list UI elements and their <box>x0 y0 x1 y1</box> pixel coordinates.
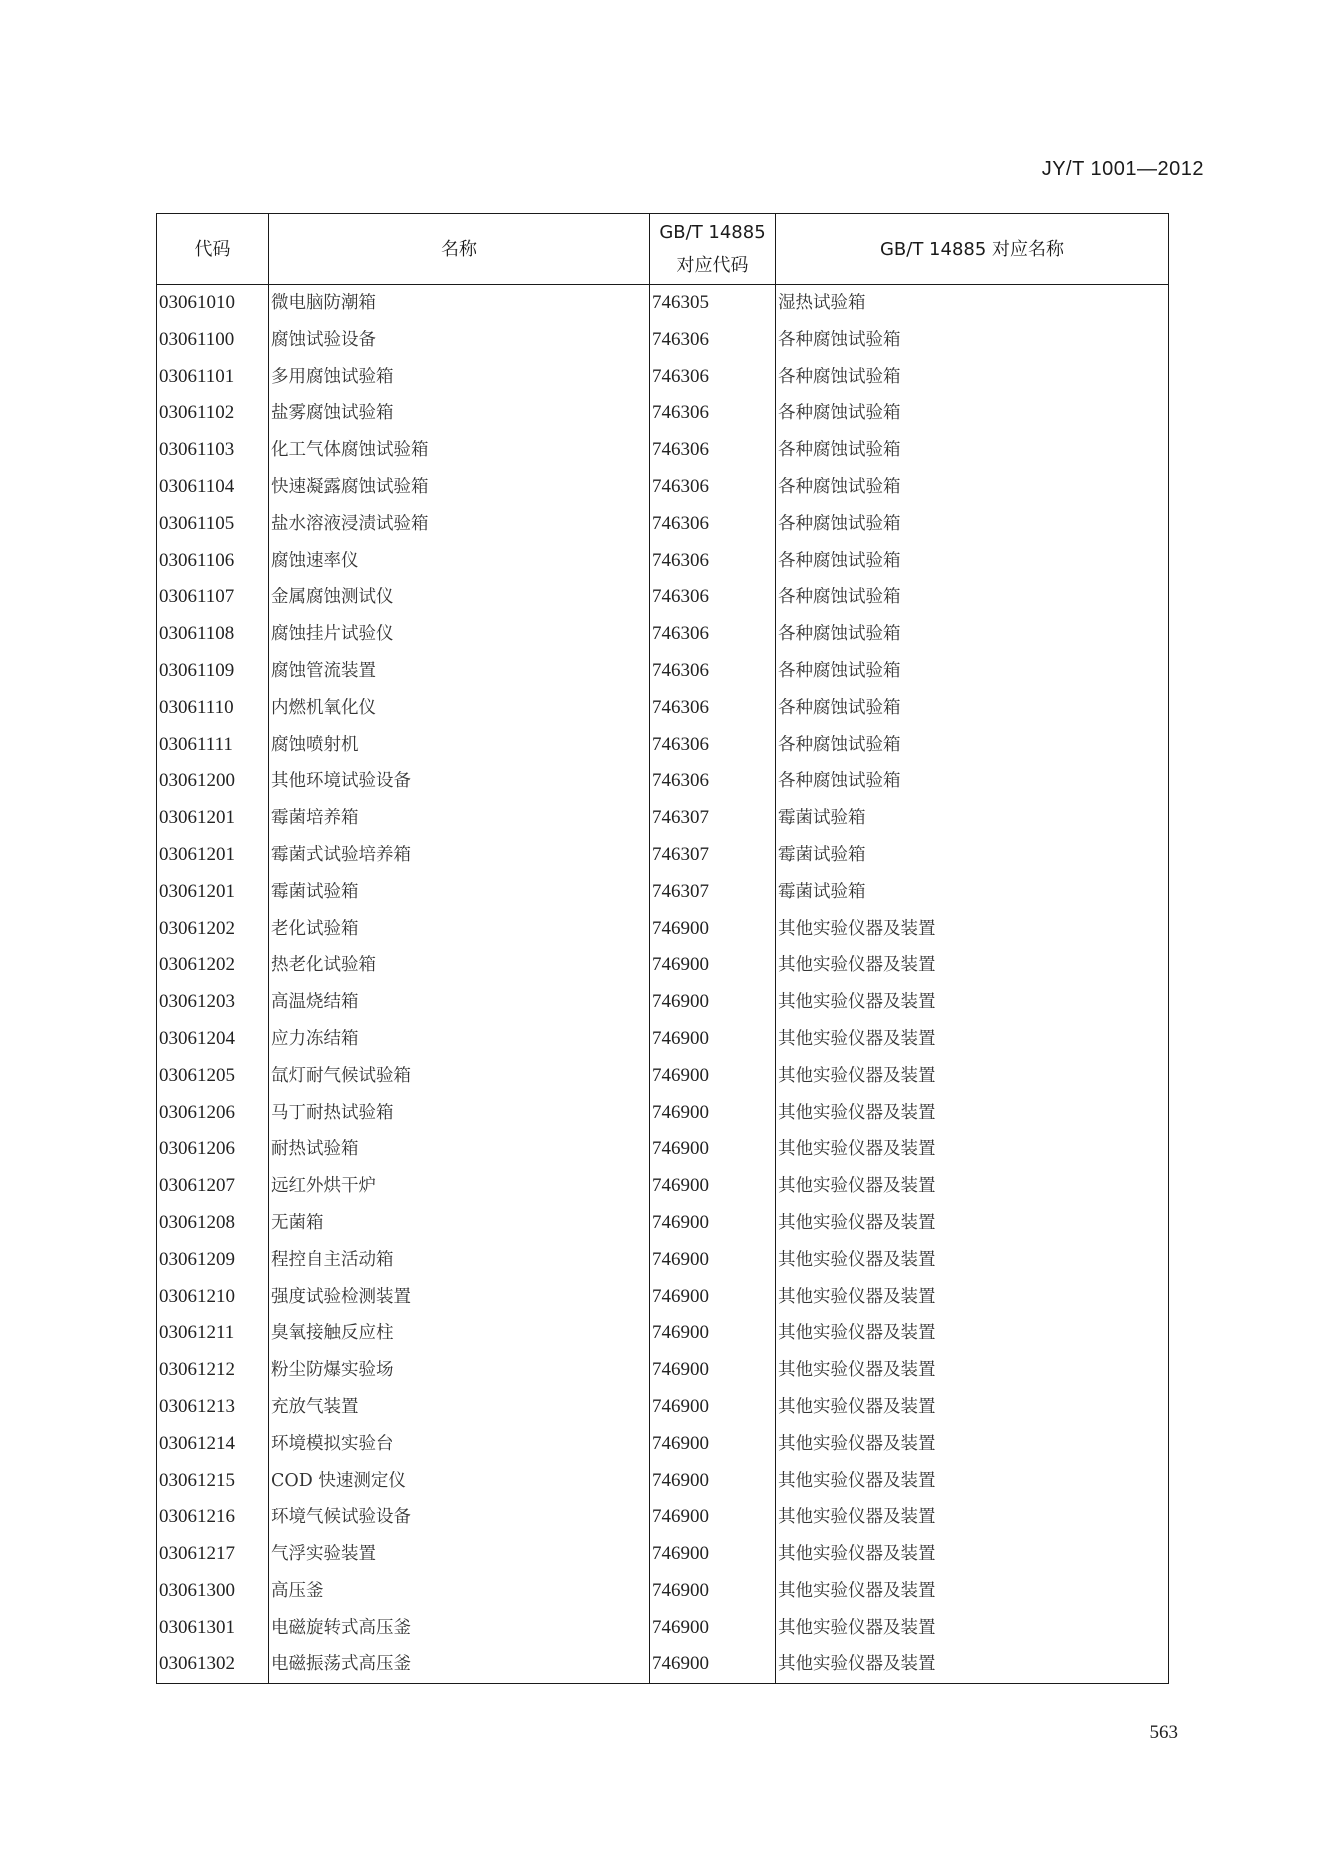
table-row <box>157 469 1169 506</box>
table-row <box>157 616 1169 653</box>
column-header-gb-code-line1: GB/T 14885 <box>659 222 766 243</box>
table-row <box>157 506 1169 543</box>
table-row <box>157 911 1169 948</box>
cell-gb-code: 746900 <box>650 1058 776 1095</box>
cell-gb-code: 746306 <box>650 469 776 506</box>
cell-gb-code: 746900 <box>650 1242 776 1279</box>
cell-gb-name: 各种腐蚀试验箱 <box>776 322 1169 359</box>
cell-gb-code: 746306 <box>650 616 776 653</box>
table-row <box>157 1021 1169 1058</box>
cell-code: 03061100 <box>157 322 269 359</box>
cell-gb-code: 746306 <box>650 727 776 764</box>
cell-gb-code: 746306 <box>650 322 776 359</box>
cell-name: 盐雾腐蚀试验箱 <box>269 395 650 432</box>
cell-code: 03061302 <box>157 1646 269 1683</box>
cell-gb-code: 746900 <box>650 1131 776 1168</box>
cell-gb-code: 746900 <box>650 1499 776 1536</box>
table-row <box>157 395 1169 432</box>
cell-name: 电磁振荡式高压釜 <box>269 1646 650 1683</box>
cell-gb-name: 其他实验仪器及装置 <box>776 1426 1169 1463</box>
cell-code: 03061216 <box>157 1499 269 1536</box>
table-row <box>157 1315 1169 1352</box>
cell-code: 03061209 <box>157 1242 269 1279</box>
cell-code: 03061208 <box>157 1205 269 1242</box>
table-row <box>157 1499 1169 1536</box>
cell-gb-code: 746306 <box>650 506 776 543</box>
cell-gb-name: 其他实验仪器及装置 <box>776 1389 1169 1426</box>
cell-code: 03061301 <box>157 1610 269 1647</box>
table-row <box>157 1352 1169 1389</box>
cell-name: 粉尘防爆实验场 <box>269 1352 650 1389</box>
cell-gb-name: 其他实验仪器及装置 <box>776 1536 1169 1573</box>
cell-code: 03061202 <box>157 911 269 948</box>
cell-code: 03061101 <box>157 359 269 396</box>
cell-gb-name: 各种腐蚀试验箱 <box>776 506 1169 543</box>
table-row <box>157 1426 1169 1463</box>
table-row <box>157 1279 1169 1316</box>
cell-code: 03061215 <box>157 1463 269 1500</box>
table-row <box>157 543 1169 580</box>
cell-gb-name: 各种腐蚀试验箱 <box>776 432 1169 469</box>
column-header-gb-name: GB/T 14885 对应名称 <box>776 214 1169 285</box>
cell-gb-code: 746900 <box>650 984 776 1021</box>
cell-name: 气浮实验装置 <box>269 1536 650 1573</box>
cell-gb-name: 其他实验仪器及装置 <box>776 947 1169 984</box>
cell-name: 氙灯耐气候试验箱 <box>269 1058 650 1095</box>
cell-name: 盐水溶液浸渍试验箱 <box>269 506 650 543</box>
cell-gb-code: 746307 <box>650 874 776 911</box>
cell-name: 马丁耐热试验箱 <box>269 1095 650 1132</box>
table-row <box>157 1536 1169 1573</box>
cell-gb-name: 霉菌试验箱 <box>776 874 1169 911</box>
cell-gb-name: 其他实验仪器及装置 <box>776 1315 1169 1352</box>
table-row <box>157 1058 1169 1095</box>
cell-code: 03061204 <box>157 1021 269 1058</box>
table-row <box>157 1646 1169 1683</box>
cell-gb-code: 746900 <box>650 1389 776 1426</box>
column-header-name: 名称 <box>269 214 650 285</box>
cell-code: 03061207 <box>157 1168 269 1205</box>
table-row <box>157 432 1169 469</box>
cell-gb-code: 746900 <box>650 947 776 984</box>
cell-gb-name: 各种腐蚀试验箱 <box>776 543 1169 580</box>
cell-gb-code: 746900 <box>650 1463 776 1500</box>
cell-name: 强度试验检测装置 <box>269 1279 650 1316</box>
cell-code: 03061200 <box>157 763 269 800</box>
table-row <box>157 1389 1169 1426</box>
cell-code: 03061210 <box>157 1279 269 1316</box>
table-row <box>157 1131 1169 1168</box>
cell-gb-name: 湿热试验箱 <box>776 285 1169 322</box>
cell-gb-code: 746305 <box>650 285 776 322</box>
table-row <box>157 727 1169 764</box>
cell-name: 腐蚀喷射机 <box>269 727 650 764</box>
cell-code: 03061203 <box>157 984 269 1021</box>
column-header-gb-code <box>650 214 776 285</box>
cell-gb-name: 其他实验仪器及装置 <box>776 1242 1169 1279</box>
cell-gb-name: 其他实验仪器及装置 <box>776 1058 1169 1095</box>
cell-gb-code: 746900 <box>650 1315 776 1352</box>
cell-code: 03061109 <box>157 653 269 690</box>
cell-gb-code: 746306 <box>650 395 776 432</box>
cell-gb-name: 其他实验仪器及装置 <box>776 1279 1169 1316</box>
table-row <box>157 1573 1169 1610</box>
cell-code: 03061104 <box>157 469 269 506</box>
cell-gb-name: 各种腐蚀试验箱 <box>776 763 1169 800</box>
cell-name: 微电脑防潮箱 <box>269 285 650 322</box>
cell-code: 03061105 <box>157 506 269 543</box>
cell-code: 03061214 <box>157 1426 269 1463</box>
cell-gb-name: 各种腐蚀试验箱 <box>776 690 1169 727</box>
cell-gb-code: 746306 <box>650 579 776 616</box>
cell-gb-code: 746900 <box>650 1095 776 1132</box>
table-row <box>157 874 1169 911</box>
table-row <box>157 285 1169 322</box>
cell-gb-code: 746900 <box>650 1573 776 1610</box>
column-header-gb-code-line2: 对应代码 <box>676 255 749 276</box>
cell-gb-code: 746900 <box>650 1352 776 1389</box>
table-row <box>157 984 1169 1021</box>
cell-name: 内燃机氧化仪 <box>269 690 650 727</box>
cell-gb-code: 746900 <box>650 1610 776 1647</box>
cell-gb-name: 其他实验仪器及装置 <box>776 1095 1169 1132</box>
cell-name: 臭氧接触反应柱 <box>269 1315 650 1352</box>
cell-name: 腐蚀管流装置 <box>269 653 650 690</box>
cell-code: 03061300 <box>157 1573 269 1610</box>
cell-name: 霉菌培养箱 <box>269 800 650 837</box>
table-row <box>157 837 1169 874</box>
cell-gb-name: 其他实验仪器及装置 <box>776 1610 1169 1647</box>
code-mapping-table <box>156 213 1169 1684</box>
cell-gb-name: 其他实验仪器及装置 <box>776 1205 1169 1242</box>
cell-code: 03061201 <box>157 874 269 911</box>
cell-gb-name: 各种腐蚀试验箱 <box>776 395 1169 432</box>
cell-gb-code: 746900 <box>650 1205 776 1242</box>
cell-name: 程控自主活动箱 <box>269 1242 650 1279</box>
cell-gb-code: 746306 <box>650 653 776 690</box>
cell-name: 老化试验箱 <box>269 911 650 948</box>
cell-code: 03061202 <box>157 947 269 984</box>
page-number: 563 <box>1149 1722 1178 1743</box>
cell-gb-name: 其他实验仪器及装置 <box>776 1499 1169 1536</box>
cell-gb-name: 其他实验仪器及装置 <box>776 984 1169 1021</box>
cell-gb-name: 其他实验仪器及装置 <box>776 911 1169 948</box>
table-row <box>157 763 1169 800</box>
cell-gb-code: 746900 <box>650 911 776 948</box>
table-row <box>157 1205 1169 1242</box>
cell-name: 电磁旋转式高压釜 <box>269 1610 650 1647</box>
cell-name: 高温烧结箱 <box>269 984 650 1021</box>
table-row <box>157 690 1169 727</box>
cell-gb-name: 各种腐蚀试验箱 <box>776 653 1169 690</box>
table-row <box>157 1095 1169 1132</box>
cell-code: 03061211 <box>157 1315 269 1352</box>
cell-code: 03061111 <box>157 727 269 764</box>
cell-name: 霉菌试验箱 <box>269 874 650 911</box>
cell-name: COD 快速测定仪 <box>269 1463 650 1500</box>
cell-name: 霉菌式试验培养箱 <box>269 837 650 874</box>
cell-code: 03061108 <box>157 616 269 653</box>
cell-code: 03061213 <box>157 1389 269 1426</box>
cell-gb-name: 霉菌试验箱 <box>776 837 1169 874</box>
cell-code: 03061217 <box>157 1536 269 1573</box>
cell-gb-code: 746900 <box>650 1536 776 1573</box>
cell-code: 03061206 <box>157 1095 269 1132</box>
cell-gb-code: 746900 <box>650 1646 776 1683</box>
cell-code: 03061201 <box>157 837 269 874</box>
cell-name: 金属腐蚀测试仪 <box>269 579 650 616</box>
cell-gb-code: 746306 <box>650 543 776 580</box>
table-row <box>157 947 1169 984</box>
cell-gb-name: 其他实验仪器及装置 <box>776 1168 1169 1205</box>
table-body <box>157 285 1169 1684</box>
cell-code: 03061102 <box>157 395 269 432</box>
cell-code: 03061010 <box>157 285 269 322</box>
cell-gb-name: 其他实验仪器及装置 <box>776 1646 1169 1683</box>
cell-code: 03061107 <box>157 579 269 616</box>
cell-gb-name: 其他实验仪器及装置 <box>776 1573 1169 1610</box>
cell-name: 远红外烘干炉 <box>269 1168 650 1205</box>
table-row <box>157 359 1169 396</box>
cell-name: 高压釜 <box>269 1573 650 1610</box>
cell-gb-code: 746307 <box>650 800 776 837</box>
cell-name: 充放气装置 <box>269 1389 650 1426</box>
cell-gb-name: 其他实验仪器及装置 <box>776 1131 1169 1168</box>
cell-gb-name: 霉菌试验箱 <box>776 800 1169 837</box>
cell-name: 多用腐蚀试验箱 <box>269 359 650 396</box>
cell-code: 03061212 <box>157 1352 269 1389</box>
cell-code: 03061205 <box>157 1058 269 1095</box>
table-row <box>157 1168 1169 1205</box>
cell-gb-name: 各种腐蚀试验箱 <box>776 579 1169 616</box>
cell-gb-code: 746900 <box>650 1279 776 1316</box>
cell-name: 腐蚀挂片试验仪 <box>269 616 650 653</box>
cell-gb-name: 其他实验仪器及装置 <box>776 1352 1169 1389</box>
table-header-row <box>157 214 1169 285</box>
table-row <box>157 800 1169 837</box>
table-row <box>157 1610 1169 1647</box>
cell-gb-code: 746306 <box>650 432 776 469</box>
cell-gb-name: 其他实验仪器及装置 <box>776 1021 1169 1058</box>
cell-gb-name: 各种腐蚀试验箱 <box>776 616 1169 653</box>
cell-name: 腐蚀试验设备 <box>269 322 650 359</box>
cell-gb-code: 746307 <box>650 837 776 874</box>
cell-name: 快速凝露腐蚀试验箱 <box>269 469 650 506</box>
cell-gb-name: 各种腐蚀试验箱 <box>776 469 1169 506</box>
table-row <box>157 579 1169 616</box>
cell-gb-code: 746306 <box>650 690 776 727</box>
cell-code: 03061110 <box>157 690 269 727</box>
cell-name: 热老化试验箱 <box>269 947 650 984</box>
cell-code: 03061201 <box>157 800 269 837</box>
cell-code: 03061103 <box>157 432 269 469</box>
cell-gb-code: 746900 <box>650 1168 776 1205</box>
cell-gb-code: 746306 <box>650 763 776 800</box>
cell-gb-code: 746900 <box>650 1021 776 1058</box>
standard-number: JY/T 1001—2012 <box>1041 158 1204 180</box>
table-row <box>157 1242 1169 1279</box>
cell-name: 应力冻结箱 <box>269 1021 650 1058</box>
cell-name: 其他环境试验设备 <box>269 763 650 800</box>
cell-code: 03061206 <box>157 1131 269 1168</box>
table-row <box>157 1463 1169 1500</box>
cell-code: 03061106 <box>157 543 269 580</box>
table-row <box>157 322 1169 359</box>
cell-name: 耐热试验箱 <box>269 1131 650 1168</box>
cell-name: 环境气候试验设备 <box>269 1499 650 1536</box>
column-header-code: 代码 <box>157 214 269 285</box>
cell-gb-code: 746306 <box>650 359 776 396</box>
cell-gb-name: 各种腐蚀试验箱 <box>776 727 1169 764</box>
cell-name: 化工气体腐蚀试验箱 <box>269 432 650 469</box>
cell-name: 环境模拟实验台 <box>269 1426 650 1463</box>
cell-gb-code: 746900 <box>650 1426 776 1463</box>
cell-name: 腐蚀速率仪 <box>269 543 650 580</box>
cell-name: 无菌箱 <box>269 1205 650 1242</box>
table-row <box>157 653 1169 690</box>
cell-gb-name: 其他实验仪器及装置 <box>776 1463 1169 1500</box>
cell-gb-name: 各种腐蚀试验箱 <box>776 359 1169 396</box>
